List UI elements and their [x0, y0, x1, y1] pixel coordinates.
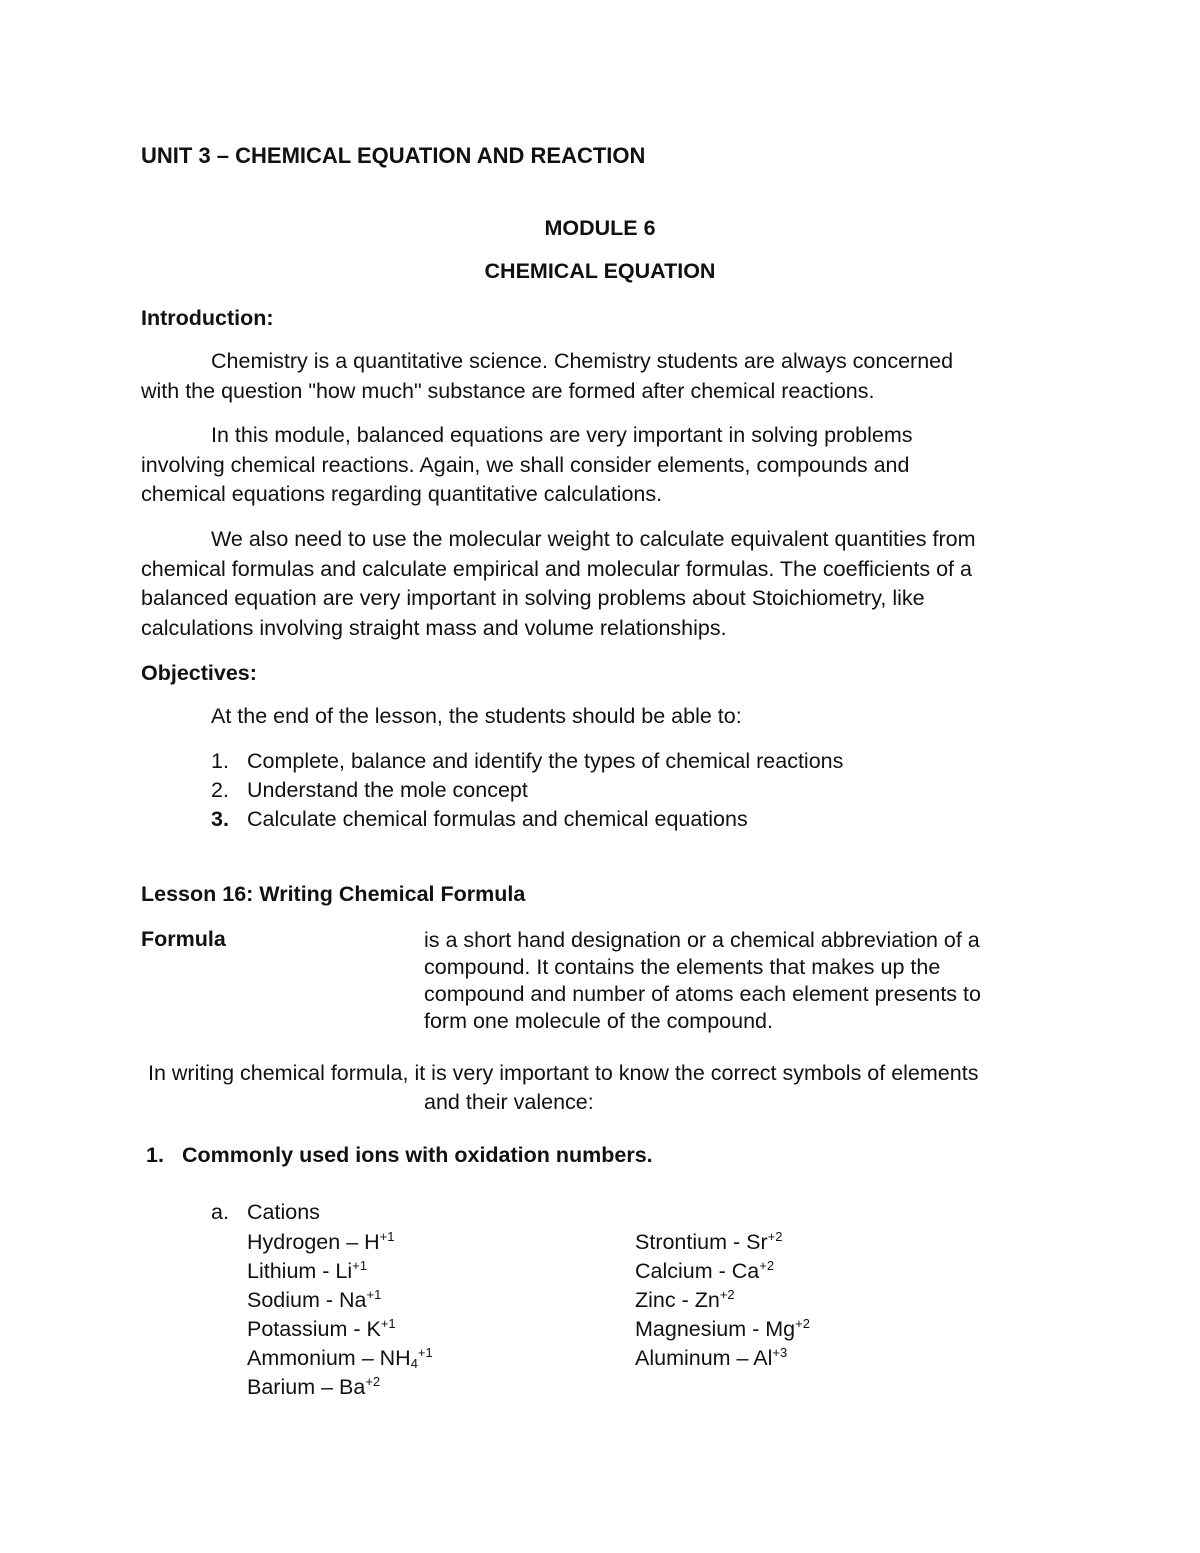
text-line: chemical formulas and calculate empirical and molecular formulas. The coefficients of a: [141, 556, 972, 581]
introduction-heading: Introduction:: [141, 306, 274, 330]
ion-zinc: [635, 1288, 735, 1313]
ion-potassium: [247, 1317, 396, 1342]
objective-text: Understand the mole concept: [247, 778, 528, 802]
ion-name: Strontium - Sr: [635, 1230, 768, 1254]
ion-charge: +1: [352, 1258, 367, 1273]
section-1-heading: [146, 1143, 653, 1168]
ion-charge: +2: [767, 1229, 783, 1244]
cations-heading: [211, 1200, 320, 1225]
ion-name: Zinc - Zn: [635, 1288, 720, 1312]
intro-paragraph-3: [141, 525, 1071, 643]
formula-term: Formula: [141, 927, 226, 951]
ion-strontium: [635, 1230, 782, 1255]
ion-charge: +1: [380, 1316, 396, 1331]
intro-paragraph-2: [141, 421, 1071, 510]
ion-charge: +1: [366, 1287, 382, 1302]
ion-charge: +1: [417, 1345, 433, 1360]
ion-charge: +2: [719, 1287, 735, 1302]
ion-name: Potassium - K: [247, 1317, 381, 1341]
note-line-2: and their valence:: [424, 1090, 594, 1114]
ion-barium: [247, 1375, 380, 1400]
ion-charge: +2: [365, 1374, 381, 1389]
text-line: compound and number of atoms each element presents to: [424, 982, 981, 1006]
ion-name: Hydrogen – H: [247, 1230, 380, 1254]
ion-charge: +2: [795, 1316, 810, 1331]
ion-name: Sodium - Na: [247, 1288, 367, 1312]
unit-title: UNIT 3 – CHEMICAL EQUATION AND REACTION: [141, 143, 646, 168]
ion-charge: +2: [759, 1258, 775, 1273]
text-line: is a short hand designation or a chemical abbreviation of a: [424, 928, 980, 952]
text-line: balanced equation are very important in solving problems about Stoichiometry, like: [141, 586, 925, 610]
ion-aluminum: [635, 1346, 787, 1371]
text-line: chemical equations regarding quantitative calculations.: [141, 482, 663, 506]
objective-text: Calculate chemical formulas and chemical equations: [247, 807, 748, 831]
ion-subscript: 4: [410, 1356, 418, 1371]
objectives-lead: At the end of the lesson, the students should be able to:: [211, 704, 742, 728]
ion-name: Ammonium – NH: [247, 1346, 411, 1370]
text-line: involving chemical reactions. Again, we shall consider elements, compounds and: [141, 452, 910, 477]
ion-ammonium: [247, 1346, 433, 1371]
text-line: In this module, balanced equations are very important in solving problems: [211, 423, 913, 447]
text-line: compound. It contains the elements that makes up the: [424, 955, 941, 979]
ion-name: Aluminum – Al: [635, 1346, 773, 1370]
text-line: We also need to use the molecular weight to calculate equivalent quantities from: [211, 527, 976, 551]
list-number: 1.: [211, 749, 229, 773]
ion-name: Calcium - Ca: [635, 1259, 760, 1283]
section-title: Commonly used ions with oxidation numbers.: [182, 1143, 653, 1167]
section-number: 1.: [146, 1143, 164, 1167]
objectives-heading: Objectives:: [141, 661, 257, 685]
note-line-1: In writing chemical formula, it is very important to know the correct symbols of elements: [148, 1061, 979, 1085]
objective-text: Complete, balance and identify the types of chemical reactions: [247, 749, 844, 773]
objective-item: [211, 778, 528, 803]
text-line: calculations involving straight mass and volume relationships.: [141, 615, 727, 640]
ion-calcium: [635, 1259, 774, 1284]
ion-name: Lithium - Li: [247, 1259, 353, 1283]
list-number: 2.: [211, 778, 229, 802]
ion-sodium: [247, 1288, 381, 1313]
ion-charge: +3: [772, 1345, 788, 1360]
list-number: 3.: [211, 807, 229, 831]
ion-charge: +1: [379, 1229, 395, 1244]
cations-label: Cations: [247, 1200, 320, 1224]
formula-definition: [424, 927, 981, 1035]
list-letter: a.: [211, 1200, 229, 1224]
module-number: MODULE 6: [544, 216, 656, 240]
objective-item: [211, 807, 748, 832]
text-line: form one molecule of the compound.: [424, 1009, 773, 1033]
ion-name: Barium – Ba: [247, 1375, 366, 1399]
module-title: CHEMICAL EQUATION: [484, 259, 716, 283]
lesson-title: Lesson 16: Writing Chemical Formula: [141, 882, 526, 906]
text-line: Chemistry is a quantitative science. Chemistry students are always concerned: [211, 349, 954, 373]
text-line: with the question "how much" substance are formed after chemical reactions.: [141, 378, 875, 403]
objective-item: [211, 749, 843, 774]
ion-name: Magnesium - Mg: [635, 1317, 796, 1341]
ion-hydrogen: [247, 1230, 394, 1255]
ion-lithium: [247, 1259, 367, 1284]
intro-paragraph-1: [141, 347, 1071, 406]
ion-magnesium: [635, 1317, 810, 1342]
